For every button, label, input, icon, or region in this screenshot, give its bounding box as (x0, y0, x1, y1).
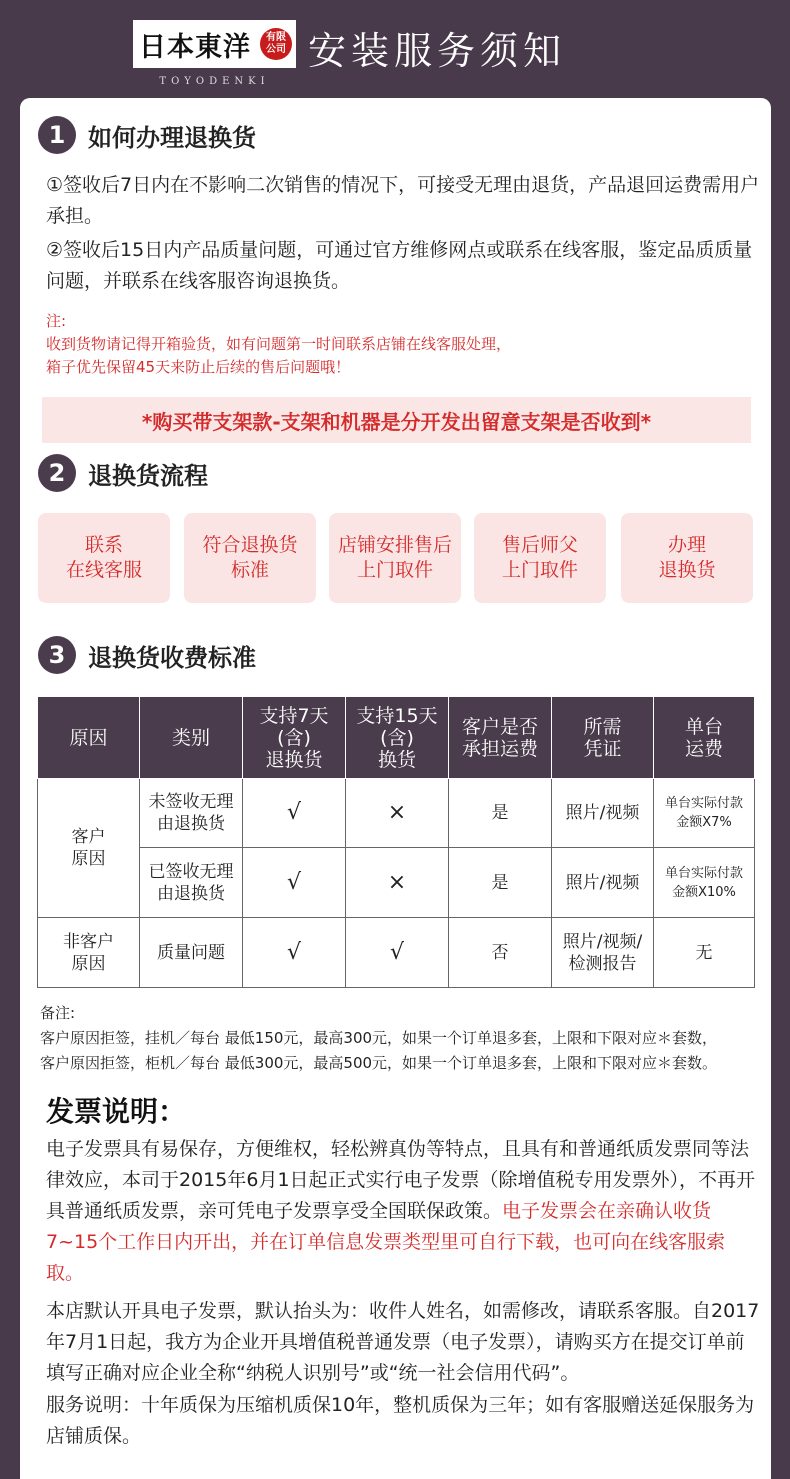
proof-cell: 照片/视频/ 检测报告 (552, 918, 654, 988)
table-remark: 备注: 客户原因拒签，挂机／每台 最低150元，最高300元，如果一个订单退多套，上限和下限对应＊套数， 客户原因拒签，柜机／每台 最低300元，最高500元，如果一个订单退多套，上限和下限对应＊套数。 (40, 1004, 718, 1072)
section1-title: 如何办理退换货 (88, 123, 256, 152)
return-fee-table (37, 696, 755, 988)
category-cell: 未签收无理 由退换货 (140, 779, 243, 848)
section1-note: 注: 收到货物请记得开箱验货，如有问题第一时间联系店铺在线客服处理， 箱子优先保留45天来防止后续的售后问题哦！ (46, 312, 512, 376)
flow-step-1: 联系 在线客服 (38, 513, 170, 603)
flow-step-4: 售后师父 上门取件 (474, 513, 606, 603)
table-header-row (38, 697, 755, 779)
col-header-reason: 原因 (38, 697, 140, 779)
support-7day-cell: √ (243, 848, 346, 918)
logo-seal: 有限 公司 (260, 28, 292, 60)
section3-number: 3 (38, 636, 76, 674)
section3-title: 退换货收费标准 (88, 643, 256, 672)
invoice-title: 发票说明： (46, 1095, 187, 1128)
category-cell: 已签收无理 由退换货 (140, 848, 243, 918)
fee-cell: 无 (654, 918, 755, 988)
invoice-para1: 电子发票具有易保存，方便维权，轻松辨真伪等特点，且具有和普通纸质发票同等法律效应，本司于2015年6月1日起正式实行电子发票（除增值税专用发票外），不再开具普通纸质发票，亲可凭电子发票享受全国联保政策。电子发票会在亲确认收货7~15个工作日内开出，并在订单信息发票类型里可自行下载，也可向在线客服索取。 (46, 1138, 756, 1284)
section2-header (38, 454, 208, 492)
col-header-category: 类别 (140, 697, 243, 779)
page-title: 安装服务须知 (308, 29, 567, 73)
section1-para1: ①签收后7日内在不影响二次销售的情况下，可接受无理由退货，产品退回运费需用户承担。 (46, 174, 760, 227)
brand-logo (133, 20, 296, 68)
col-header-fee: 单台 运费 (654, 697, 755, 779)
content-card (20, 98, 771, 1479)
section2-number: 2 (38, 454, 76, 492)
support-15day-cell: × (346, 779, 449, 848)
section3-header (38, 636, 256, 674)
section1-para2: ②签收后15日内产品质量问题，可通过官方维修网点或联系在线客服，鉴定品质质量问题，并联系在线客服咨询退换货。 (46, 239, 753, 292)
invoice-red-note: 电子发票会在亲确认收货7~15个工作日内开出，并在订单信息发票类型里可自行下载，也可向在线客服索取。 (46, 1200, 726, 1284)
service-note: 服务说明：十年质保为压缩机质保10年，整机质保为三年；如有客服赠送延保服务为店铺质保。 (46, 1394, 755, 1447)
support-15day-cell: √ (346, 918, 449, 988)
logo-text: 日本東洋 (139, 31, 251, 63)
logo-subtitle: TOYODENKI (159, 76, 270, 87)
section1-header (38, 116, 256, 154)
col-header-15day: 支持15天 (含) 换货 (346, 697, 449, 779)
category-cell: 质量问题 (140, 918, 243, 988)
table-row (38, 918, 755, 988)
reason-noncustomer-cell: 非客户 原因 (38, 918, 140, 988)
col-header-freight: 客户是否 承担运费 (449, 697, 552, 779)
reason-customer-cell: 客户 原因 (38, 779, 140, 918)
col-header-7day: 支持7天 (含) 退换货 (243, 697, 346, 779)
freight-cell: 否 (449, 918, 552, 988)
support-15day-cell: × (346, 848, 449, 918)
section2-title: 退换货流程 (88, 461, 208, 490)
support-7day-cell: √ (243, 779, 346, 848)
freight-cell: 是 (449, 779, 552, 848)
fee-cell: 单台实际付款 金额X7% (654, 779, 755, 848)
section1-number: 1 (38, 116, 76, 154)
flow-step-3: 店铺安排售后 上门取件 (329, 513, 461, 603)
table-row (38, 848, 755, 918)
flow-step-2: 符合退换货 标准 (184, 513, 316, 603)
table-row (38, 779, 755, 848)
page-header (0, 0, 790, 98)
proof-cell: 照片/视频 (552, 779, 654, 848)
bracket-notice-banner: *购买带支架款-支架和机器是分开发出留意支架是否收到* (42, 397, 751, 443)
proof-cell: 照片/视频 (552, 848, 654, 918)
col-header-proof: 所需 凭证 (552, 697, 654, 779)
freight-cell: 是 (449, 848, 552, 918)
fee-cell: 单台实际付款 金额X10% (654, 848, 755, 918)
support-7day-cell: √ (243, 918, 346, 988)
flow-step-5: 办理 退换货 (621, 513, 753, 603)
invoice-para2: 本店默认开具电子发票，默认抬头为：收件人姓名，如需修改，请联系客服。自2017年7月1日起，我方为企业开具增值税普通发票（电子发票），请购买方在提交订单前填写正确对应企业全称“纳税人识别号”或“统一社会信用代码”。 (46, 1300, 760, 1384)
